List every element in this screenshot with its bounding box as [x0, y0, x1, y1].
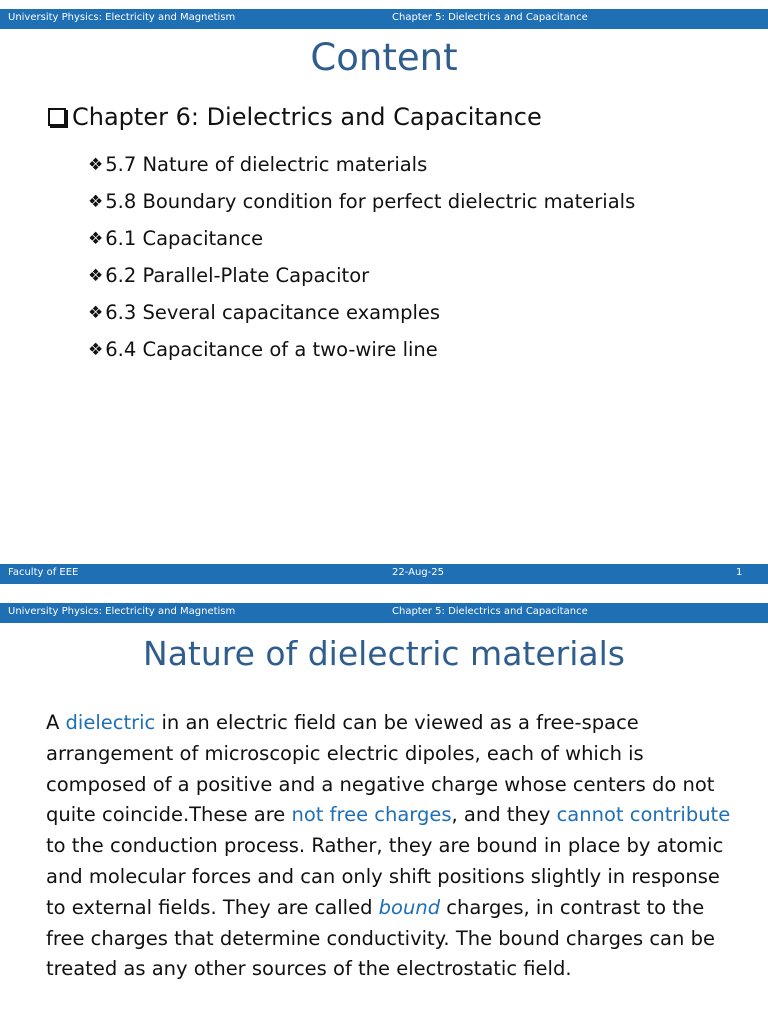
paragraph-text: in an electric field can be viewed as a free-space arrangement of microscopic electric dipoles, each of which is composed of a positive and a negative charge whose centers do not quite coincide.These are [46, 711, 715, 827]
list-item [88, 183, 635, 220]
highlight-dielectric: dielectric [65, 711, 156, 734]
list-item-label: 5.7 Nature of dielectric materials [105, 152, 428, 176]
footer-faculty: Faculty of EEE [8, 567, 79, 578]
diamond-bullet-icon: ❖ [88, 154, 104, 175]
slide1-title: Content [310, 36, 458, 79]
highlight-not-free-charges: not free charges [291, 803, 452, 827]
body-paragraph [46, 708, 736, 985]
paragraph-text: , and they [451, 803, 557, 827]
footer-page-number: 1 [736, 567, 743, 578]
list-item [88, 257, 635, 294]
footer-date: 22-Aug-25 [392, 567, 444, 578]
list-item-label: 6.2 Parallel-Plate Capacitor [105, 263, 370, 287]
slide2-title: Nature of dielectric materials [143, 634, 625, 673]
chapter-heading [48, 103, 542, 131]
slide2-header-course: University Physics: Electricity and Magnetism [8, 606, 236, 617]
diamond-bullet-icon: ❖ [88, 339, 104, 360]
diamond-bullet-icon: ❖ [88, 191, 104, 212]
paragraph-text: charges, in contrast to the free charges that determine conductivity. The bound charges can be treated as any other sources of the electrostatic field. [46, 895, 715, 981]
section-list [88, 146, 635, 368]
slide1-footer-bar [0, 564, 768, 584]
list-item [88, 294, 635, 331]
slide1-header-course: University Physics: Electricity and Magnetism [8, 12, 236, 23]
list-item-label: 5.8 Boundary condition for perfect dielectric materials [105, 189, 636, 213]
diamond-bullet-icon: ❖ [88, 265, 104, 286]
list-item-label: 6.4 Capacitance of a two-wire line [105, 337, 438, 361]
list-item-label: 6.3 Several capacitance examples [105, 300, 441, 324]
list-item [88, 331, 635, 368]
diamond-bullet-icon: ❖ [88, 302, 104, 323]
slide1-header-bar [0, 9, 768, 29]
list-item [88, 146, 635, 183]
highlight-cannot-contribute: cannot contribute [556, 803, 731, 827]
slide2-header-bar [0, 603, 768, 623]
chapter-heading-text: Chapter 6: Dielectrics and Capacitance [72, 103, 542, 131]
diamond-bullet-icon: ❖ [88, 228, 104, 249]
paragraph-text: A [46, 711, 66, 734]
paragraph-text: to the conduction process. Rather, they are bound in place by atomic and molecular forces and can only shift positions slightly in response to external fields. They are called [46, 834, 724, 919]
slide2-header-chapter: Chapter 5: Dielectrics and Capacitance [392, 606, 588, 617]
checkbox-bullet-icon [48, 108, 66, 126]
list-item [88, 220, 635, 257]
slide1-header-chapter: Chapter 5: Dielectrics and Capacitance [392, 12, 588, 23]
list-item-label: 6.1 Capacitance [105, 226, 264, 250]
highlight-bound: bound [378, 895, 441, 919]
